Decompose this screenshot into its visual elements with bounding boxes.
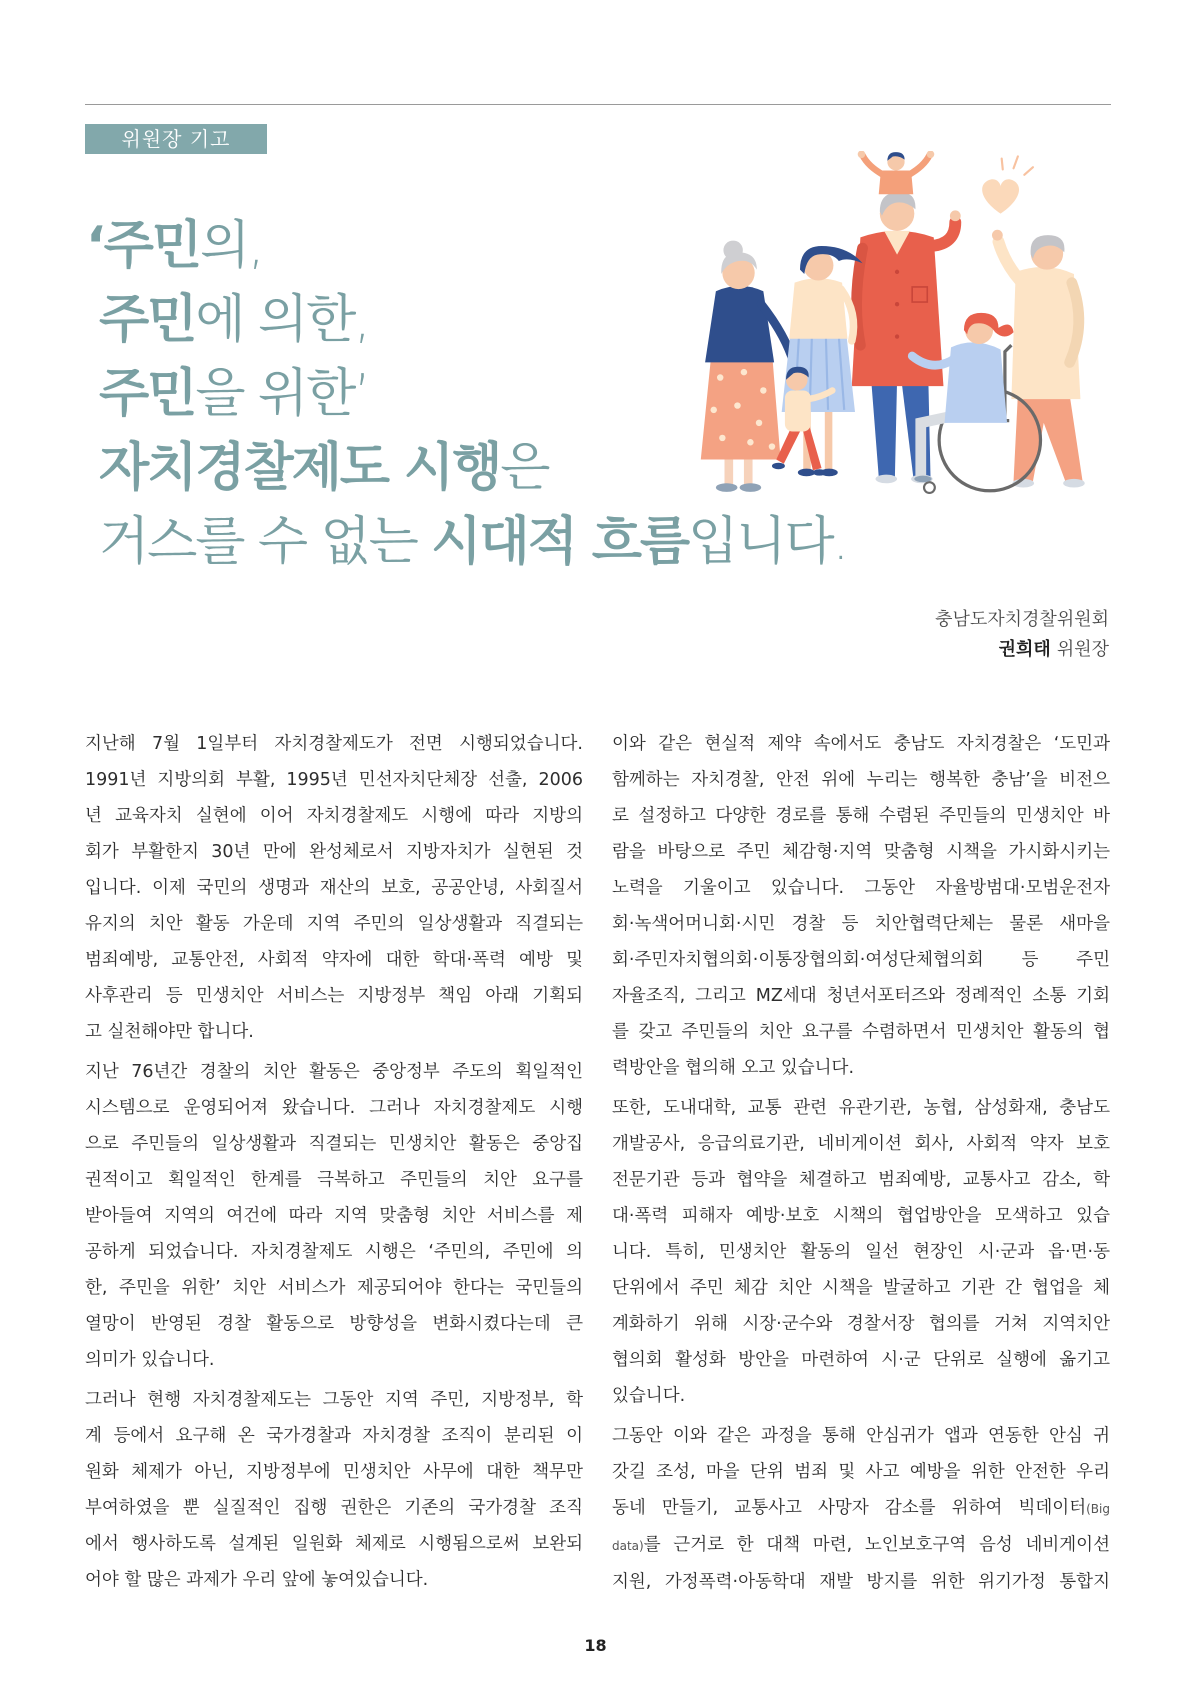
body-line: 있습니다.	[612, 1386, 686, 1406]
body-line: 유지의 치안 활동 가운데 지역 주민의 일상생활과 직결되는	[85, 914, 583, 934]
body-line: 열망이 반영된 경찰 활동으로 방향성을 변화시켰다는데 큰	[85, 1314, 583, 1334]
wheelchair-handle	[1005, 345, 1011, 420]
body-line: 단위에서 주민 체감 치안 시책을 발굴하고 기관 간 협업을 체	[612, 1278, 1110, 1298]
body-column-right	[612, 726, 1110, 1600]
skirt-dot	[719, 435, 725, 441]
body-text: 동네 만들기, 교통사고 사망자 감소를 위하여 빅데이터	[612, 1498, 1087, 1518]
skirt-dot	[756, 420, 762, 426]
shoe	[740, 483, 762, 492]
body-line: 그러나 현행 자치경찰제도는 그동안 지역 주민, 지방정부, 학	[85, 1390, 583, 1410]
skirt-dot	[717, 374, 723, 380]
raised-arm	[998, 242, 1020, 281]
title-text: 은	[500, 438, 549, 498]
title-emphasis: 시대적 흐름	[431, 512, 689, 572]
body-line: 한, 주민을 위한’ 치안 서비스가 제공되어야 한다는 국민들의	[85, 1278, 583, 1298]
author-line	[935, 635, 1109, 665]
body-line: 으로 주민들의 일상생활과 직결되는 민생치안 활동은 중앙집	[85, 1134, 583, 1154]
body-line: 자율조직, 그리고 MZ세대 청년서포터즈와 정례적인 소통 기회	[612, 986, 1110, 1006]
body-line: 노력을 기울이고 있습니다. 그동안 자율방범대·모범운전자	[612, 878, 1110, 898]
body-line: 1991년 지방의회 부활, 1995년 민선자치단체장 선출, 2006	[85, 770, 583, 790]
heart-shape	[982, 179, 1019, 213]
shoe	[813, 469, 826, 475]
skirt-dot	[747, 439, 753, 445]
shoe	[798, 469, 815, 477]
shoe	[914, 476, 931, 482]
shoe	[772, 463, 785, 469]
title-text: 입니다.	[688, 512, 847, 572]
body-line: 의미가 있습니다.	[85, 1350, 215, 1370]
button	[895, 334, 899, 338]
body-paragraph	[85, 1382, 583, 1598]
leg	[825, 408, 833, 471]
body-line: 지난해 7월 1일부터 자치경찰제도가 전면 시행되었습니다.	[85, 734, 583, 754]
body-line	[612, 1527, 1110, 1564]
body-line: 이와 같은 현실적 제약 속에서도 충남도 자치경찰은 ‘도민과	[612, 734, 1110, 754]
hand	[992, 230, 1003, 241]
button	[895, 302, 899, 306]
body-line: 받아들여 지역의 여건에 따라 지역 맞춤형 치안 서비스를 제	[85, 1206, 583, 1226]
body-line	[612, 1490, 1110, 1527]
hair-bun	[723, 241, 742, 260]
leg	[871, 380, 897, 477]
heart-icon	[982, 156, 1033, 213]
author-name: 권희태	[998, 639, 1051, 660]
body-line: 회·주민자치협의회·이통장협의회·여성단체협의회 등 주민	[612, 950, 1110, 970]
title-emphasis: 주민	[99, 290, 196, 350]
shirt	[879, 170, 914, 194]
body-line: 계화하기 위해 시장·군수와 경찰서장 협의를 거쳐 지역치안	[612, 1314, 1110, 1334]
body-line: 지원, 가정폭력·아동학대 재발 방지를 위한 위기가정 통합지	[612, 1572, 1110, 1592]
community-people-illustration	[690, 151, 1116, 507]
body-line: 대·폭력 피해자 예방·보호 시책의 협업방안을 모색하고 있습	[612, 1206, 1110, 1226]
body-annotation: (Big	[1086, 1502, 1110, 1516]
skirt-dot	[734, 402, 740, 408]
sparkle-line	[1002, 159, 1003, 170]
toddler-on-shoulders	[858, 151, 935, 194]
leg	[776, 427, 800, 464]
hand	[950, 210, 961, 221]
title-line-5	[86, 505, 847, 579]
body-paragraph	[612, 1090, 1110, 1414]
body-line: 회가 부활한지 30년 만에 완성체로서 지방자치가 실현된 것	[85, 842, 583, 862]
skirt-dot	[769, 443, 775, 449]
skirt-dot	[741, 369, 747, 375]
body-line: 그동안 이와 같은 과정을 통해 안심귀가 앱과 연동한 안심 귀	[612, 1426, 1110, 1446]
sparkle-line	[1024, 167, 1033, 175]
body-line: 니다. 특히, 민생치안 활동의 일선 현장인 시·군과 읍·면·동	[612, 1242, 1110, 1262]
section-tag: 위원장 기고	[85, 124, 267, 154]
father-figure	[852, 192, 961, 483]
arm	[909, 155, 929, 174]
body-paragraph	[85, 726, 583, 1050]
body-line: 로 설정하고 다양한 경로를 통해 수렴된 주민들의 민생치안 바	[612, 806, 1110, 826]
author-organization: 충남도자치경찰위원회	[935, 609, 1109, 630]
title-text: 의,	[199, 216, 263, 276]
body-line: 고 실천해야만 합니다.	[85, 1022, 254, 1042]
body-line: 지난 76년간 경찰의 치안 활동은 중앙정부 주도의 획일적인	[85, 1062, 583, 1082]
body-line: 년 교육자치 실현에 이어 자치경찰제도 시행에 따라 지방의	[85, 806, 583, 826]
title-emphasis: ‘주민	[86, 216, 200, 276]
body-paragraph	[612, 726, 1110, 1086]
skirt-dot	[760, 387, 766, 393]
title-text: 을 위한’	[195, 364, 369, 424]
body-text: 를 근거로 한 대책 마련, 노인보호구역 음성 네비게이션	[643, 1535, 1110, 1555]
raised-arm	[932, 222, 956, 246]
title-text: 거스를 수 없는	[99, 512, 432, 572]
pants	[1014, 395, 1083, 481]
body-line: 또한, 도내대학, 교통 관련 유관기관, 농협, 삼성화재, 충남도	[612, 1098, 1110, 1118]
byline	[935, 605, 1109, 665]
body-line: 입니다. 이제 국민의 생명과 재산의 보호, 공공안녕, 사회질서	[85, 878, 583, 898]
button	[895, 270, 899, 274]
body-annotation: data)	[612, 1539, 644, 1553]
body-line: 부여하였을 뿐 실질적인 집행 권한은 기존의 국가경찰 조직	[85, 1498, 583, 1518]
body-line: 를 갖고 주민들의 치안 요구를 수렴하면서 민생치안 활동의 협	[612, 1022, 1110, 1042]
body-line: 원화 체제가 아닌, 지방정부에 민생치안 사무에 대한 책무만	[85, 1462, 583, 1482]
body-line: 력방안을 협의해 오고 있습니다.	[612, 1058, 855, 1078]
body-line: 개발공사, 응급의료기관, 네비게이션 회사, 사회적 약자 보호	[612, 1134, 1110, 1154]
body-paragraph	[85, 1054, 583, 1378]
body-line: 함께하는 자치경찰, 안전 위에 누리는 행복한 충남’을 비전으	[612, 770, 1110, 790]
body-line: 범죄예방, 교통안전, 사회적 약자에 대한 학대·폭력 예방 및	[85, 950, 583, 970]
shoe	[716, 483, 738, 492]
wheelchair-caster	[924, 482, 935, 493]
leg	[725, 455, 734, 485]
body-line: 공하게 되었습니다. 자치경찰제도 시행은 ‘주민의, 주민에 의	[85, 1242, 583, 1262]
body-line: 계 등에서 요구해 온 국가경찰과 자치경찰 조직이 분리된 이	[85, 1426, 583, 1446]
body-column-left	[85, 726, 583, 1598]
leg	[744, 455, 753, 485]
body-line: 갓길 조성, 마을 단위 범죄 및 사고 예방을 위한 안전한 우리	[612, 1462, 1110, 1482]
body-line: 전문기관 등과 협약을 체결하고 범죄예방, 교통사고 감소, 학	[612, 1170, 1110, 1190]
page-number: 18	[584, 1636, 607, 1655]
title-text: 에 의한,	[195, 290, 369, 350]
body-line: 권적이고 획일적인 한계를 극복하고 주민들의 치안 요구를	[85, 1170, 583, 1190]
top	[705, 286, 774, 363]
title-emphasis: 자치경찰제도 시행	[99, 438, 501, 498]
body-line: 사후관리 등 민생치안 서비스는 지방정부 책임 아래 기획되	[85, 986, 583, 1006]
title-emphasis: 주민	[99, 364, 196, 424]
shoe	[875, 475, 897, 484]
body-line: 어야 할 많은 과제가 우리 앞에 놓여있습니다.	[85, 1570, 429, 1590]
body-line: 협의회 활성화 방안을 마련하여 시·군 단위로 실행에 옮기고	[612, 1350, 1110, 1370]
body-line: 회·녹색어머니회·시민 경찰 등 치안협력단체는 물론 새마을	[612, 914, 1110, 934]
author-position: 위원장	[1056, 639, 1109, 660]
skirt-dot	[710, 407, 716, 413]
body-line: 에서 행사하도록 설계된 일원화 체제로 시행됨으로써 보완되	[85, 1534, 583, 1554]
body-paragraph	[612, 1418, 1110, 1600]
shoe	[1063, 479, 1085, 488]
body-line: 람을 바탕으로 주민 체감형·지역 맞춤형 시책을 가시화시키는	[612, 842, 1110, 862]
top-divider	[85, 104, 1111, 105]
arm	[863, 155, 883, 174]
sparkle-line	[1014, 156, 1018, 168]
body-line: 시스템으로 운영되어져 왔습니다. 그러나 자치경찰제도 시행	[85, 1098, 583, 1118]
